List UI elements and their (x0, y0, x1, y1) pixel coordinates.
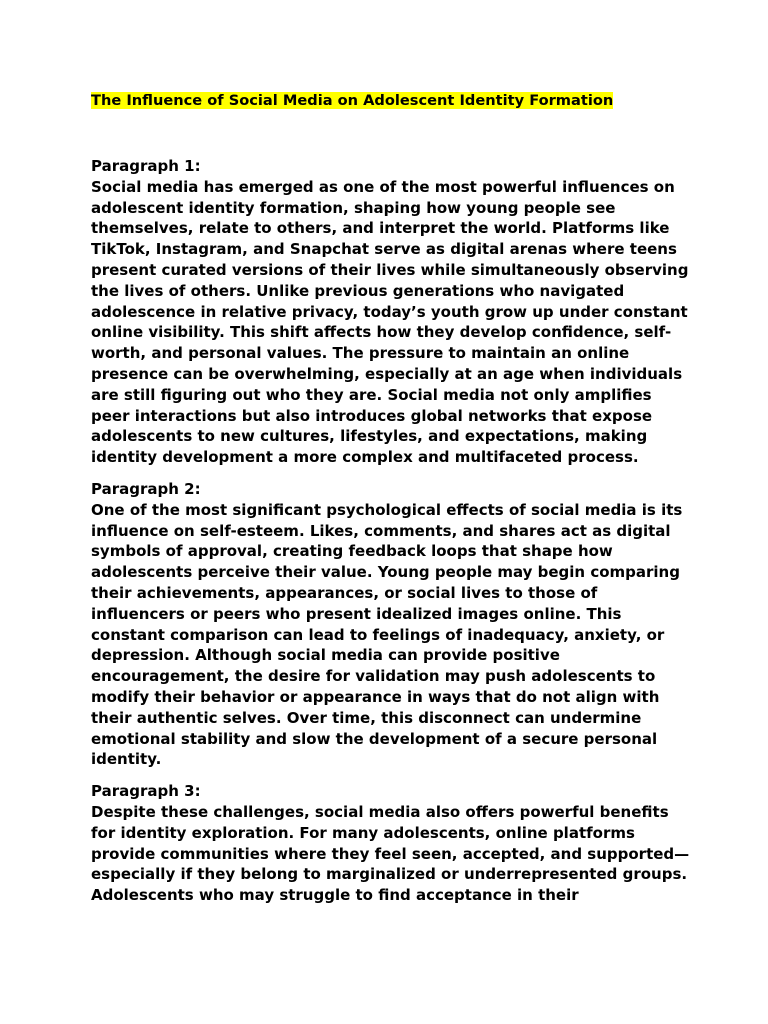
paragraph-2 (91, 479, 691, 770)
paragraph-1-label: Paragraph 1: (91, 157, 201, 175)
paragraph-2-text: One of the most significant psychological effects of social media is its influence on self-esteem. Likes, comments, and shares act as digital symbols of approval, creating feedback loops that shape how adolescents perceive their value. Young people may begin comparing their achievements, appearances, or social lives to those of influencers or peers who present idealized images online. This constant comparison can lead to feelings of inadequacy, anxiety, or depression. Although social media can provide positive encouragement, the desire for validation may push adolescents to modify their behavior or appearance in ways that do not align with their authentic selves. Over time, this disconnect can undermine emotional stability and slow the development of a secure personal identity. (91, 500, 683, 769)
paragraph-3-text: Despite these challenges, social media also offers powerful benefits for identity exploration. For many adolescents, online platforms provide communities where they feel seen, accepted, and supported—especially if they belong to marginalized or underrepresented groups. Adolescents who may struggle to find acceptance in their (91, 802, 690, 905)
document-title-text: The Influence of Social Media on Adolescent Identity Formation (91, 92, 614, 109)
paragraph-2-label: Paragraph 2: (91, 479, 201, 498)
paragraph-1-text: Social media has emerged as one of the most powerful influences on adolescent identity formation, shaping how young people see themselves, relate to others, and interpret the world. Platforms like TikTok, Instagram, and Snapchat serve as digital arenas where teens present curated versions of their lives while simultaneously observing the lives of others. Unlike previous generations who navigated adolescence in relative privacy, today’s youth grow up under constant online visibility. This shift affects how they develop confidence, self-worth, and personal values. The pressure to maintain an online presence can be overwhelming, especially at an age when individuals are still figuring out who they are. Social media not only amplifies peer interactions but also introduces global networks that expose adolescents to new cultures, lifestyles, and expectations, making identity development a more complex and multifaceted process. (91, 177, 689, 467)
paragraph-1 (91, 156, 691, 468)
paragraph-3-label: Paragraph 3: (91, 782, 201, 801)
document-title (91, 90, 691, 112)
document-body (91, 90, 691, 906)
paragraph-3 (91, 781, 691, 906)
